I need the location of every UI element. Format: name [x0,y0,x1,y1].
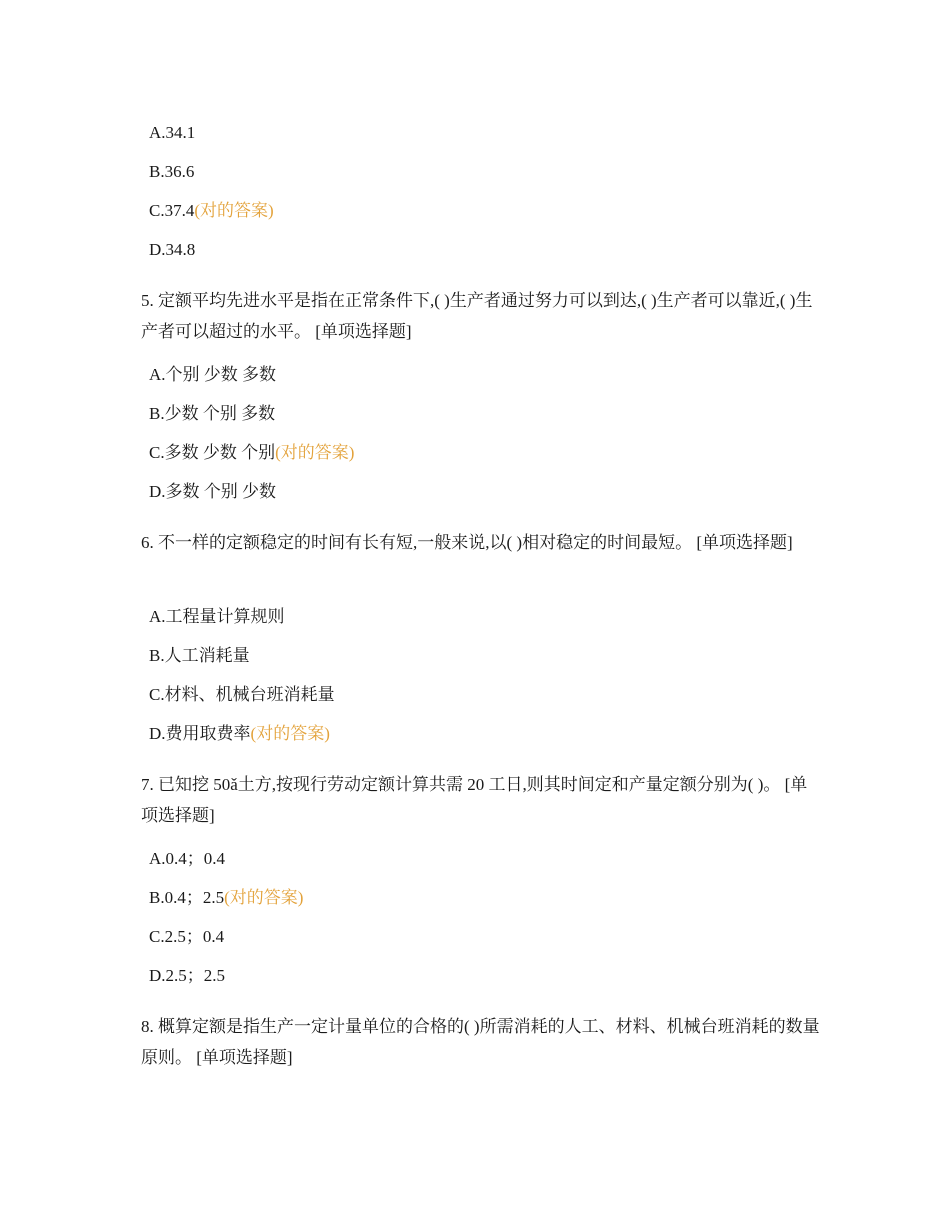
q6-stem: 6. 不一样的定额稳定的时间有长有短,一般来说,以( )相对稳定的时间最短。 [单项选择题] [141,533,793,552]
q7-option-d [149,965,225,987]
q5-option-b [149,403,275,425]
option-text: D.2.5；2.5 [149,966,226,985]
q4-option-d [149,239,195,261]
q4-option-c [149,200,274,222]
option-text: C.材料、机械台班消耗量 [149,685,335,704]
option-text: B.0.4；2.5 [149,888,225,907]
option-text: B.36.6 [149,162,195,181]
q5-option-c [149,442,354,464]
option-text: D.多数 个别 少数 [149,482,277,501]
option-text: D.费用取费率 [149,724,251,743]
option-text: A.0.4；0.4 [149,849,226,868]
q7-option-a [149,848,225,870]
correct-answer-mark: (对的答案) [250,724,330,743]
option-text: C.2.5；0.4 [149,927,225,946]
correct-answer-mark: (对的答案) [224,888,304,907]
q6-option-b [149,645,250,667]
q7-option-c [149,926,224,948]
q5-option-a [149,364,276,386]
q6-option-a [149,606,285,628]
q5-stem: 5. 定额平均先进水平是指在正常条件下,( )生产者通过努力可以到达,( )生产者可以靠近,( )生产者可以超过的水平。 [单项选择题] [141,291,813,341]
correct-answer-mark: (对的答案) [275,443,355,462]
option-text: A.34.1 [149,123,196,142]
correct-answer-mark: (对的答案) [194,201,274,220]
option-text: A.个别 少数 多数 [149,365,277,384]
option-text: A.工程量计算规则 [149,607,285,626]
q6-option-c [149,684,335,706]
q7-option-b [149,887,303,909]
q6-option-d [149,723,330,745]
option-text: C.37.4 [149,201,195,220]
q4-option-a [149,122,195,144]
q8-stem: 8. 概算定额是指生产一定计量单位的合格的( )所需消耗的人工、材料、机械台班消耗的数量原则。 [单项选择题] [141,1017,820,1067]
q5-option-d [149,481,276,503]
option-text: B.少数 个别 多数 [149,404,276,423]
option-text: D.34.8 [149,240,196,259]
q7-stem: 7. 已知挖 50ǎ土方,按现行劳动定额计算共需 20 工日,则其时间定和产量定额分别为( )。 [单项选择题] [141,775,808,825]
option-text: C.多数 少数 个别 [149,443,276,462]
q4-option-b [149,161,194,183]
option-text: B.人工消耗量 [149,646,250,665]
